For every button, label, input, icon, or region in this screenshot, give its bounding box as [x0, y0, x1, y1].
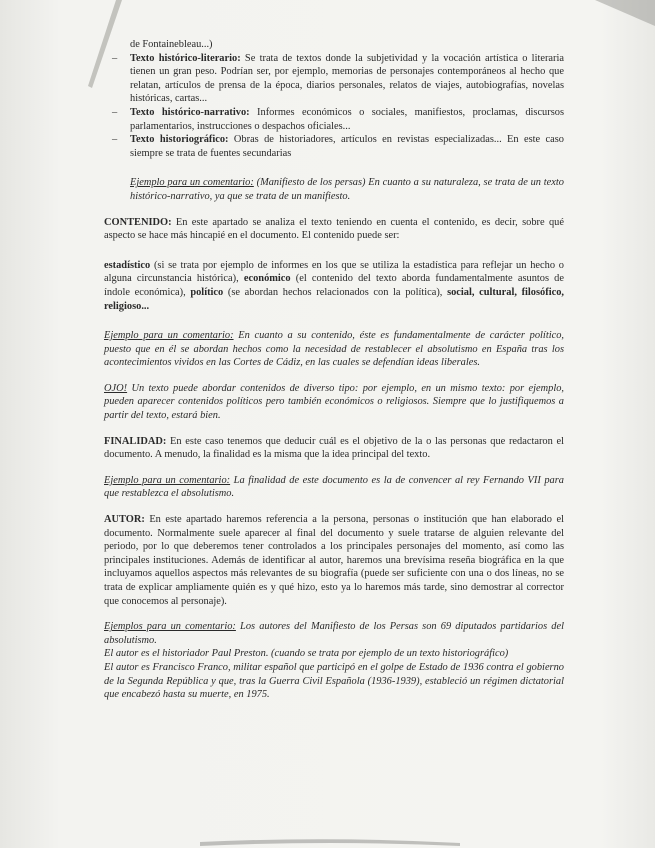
section-autor: [104, 513, 564, 608]
text-type-list: [104, 52, 564, 161]
example-paragraph: [104, 329, 564, 370]
example-line: El autor es Francisco Franco, militar español que participó en el golpe de Estado de 1936 contra el gobierno de la Segunda República y que, tras la Guerra Civil Española (1936-1939), estableció un régimen dictatorial que encabezó hasta su muerte, en 1975.: [104, 661, 564, 701]
list-term: Texto histórico-literario:: [130, 52, 241, 64]
example-label: Ejemplos para un comentario:: [104, 621, 236, 633]
note-paragraph: [104, 382, 564, 423]
example-text: (Manifiesto de los persas) En cuanto a su naturaleza, se trata de un texto histórico-narrativo, ya que se trata de un manifiesto.: [130, 177, 564, 202]
list-item: – Texto histórico-narrativo: Informes económicos o sociales, manifiestos, proclamas, discursos parlamentarios, instrucciones o despachos oficiales...: [112, 106, 564, 132]
example-text: La finalidad de este documento es la de convencer al rey Fernando VII para que restablezca el absolutismo.: [104, 474, 564, 500]
document-body: [104, 38, 564, 702]
section-text: En este apartado se analiza el texto teniendo en cuenta el contenido, es decir, sobre qué aspecto se hace más hincapié en el documento. El contenido puede ser:: [104, 216, 564, 242]
list-term: Texto historiográfico:: [130, 134, 229, 146]
list-item: – Texto histórico-literario: Se trata de textos donde la subjetividad y la vocación artística o literaria tienen un gran peso. Podrían ser, por ejemplo, memorias de personajes contemporáneos al hecho que relatan, artículos de prensa de la época, diarios personales, relatos de viajes, autobiografías, novelas históricas, cartas...: [112, 52, 564, 105]
example-paragraph: [104, 474, 564, 501]
example-label: Ejemplo para un comentario:: [104, 330, 234, 342]
section-heading: CONTENIDO:: [104, 216, 172, 228]
example-label: Ejemplo para un comentario:: [104, 474, 231, 486]
note-text: Un texto puede abordar contenidos de diverso tipo: por ejemplo, en un mismo texto: por ejemplo, pueden aparecer contenidos políticos pero también económicos o religiosos. Siempre que lo justifiquemos a partir del texto, estará bien.: [104, 382, 564, 422]
example-label: Ejemplo para un comentario:: [130, 177, 254, 189]
section-text: En este apartado haremos referencia a la persona, personas o institución que han elaborado el documento. Normalmente suele aparecer al final del documento y suele tratarse de alguien relevante del periodo, por lo que deberemos tener controlados a los principales personajes del momento, así como las principales instituciones. Además de identificar al autor, haremos una brevísima reseña biográfica en la que incluyamos aquellos aspectos más relevantes de su biografía (puede ser suficiente con una o dos líneas, no se trata de explicar ampliamente quién es y qué hizo, esto ya lo haremos más tarde, sino demostrar al corrector que conocemos al personaje).: [104, 514, 564, 607]
example-line: El autor es el historiador Paul Preston. (cuando se trata por ejemplo de un texto historiográfico): [104, 648, 509, 660]
example-text: Los autores del Manifiesto de los Persas son 69 diputados partidarios del absolutismo.: [104, 621, 565, 646]
list-term: Texto histórico-narrativo:: [130, 106, 250, 118]
section-contenido: [104, 216, 564, 243]
content-types-paragraph: estadístico (si se trata por ejemplo de informes en los que se utiliza la estadística para reflejar un hecho o alguna circunstancia histórica), económico (el contenido del texto aborda fundamentalmente asuntos de índole económica), político (se abordan hechos relacionados con la política), social, cultural, filosófico, religioso...: [104, 259, 564, 312]
example-block: [104, 620, 564, 702]
example-paragraph: [104, 176, 564, 203]
section-heading: AUTOR:: [104, 514, 145, 526]
list-text: Obras de historiadores, artículos en revistas especializadas... En este caso siempre se trata de fuentes secundarias: [130, 134, 564, 159]
continuation-line: de Fontainebleau...): [130, 39, 213, 50]
example-text: En cuanto a su contenido, éste es fundamentalmente de carácter político, puesto que en él se abordan hechos como la necesidad de restablecer el absolutismo en España tras los acontecimientos vividos en las Cortes de Cádiz, en las cuales se defendían ideas liberales.: [104, 330, 564, 369]
section-finalidad: [104, 435, 564, 462]
note-label: OJO!: [104, 382, 128, 394]
section-heading: FINALIDAD:: [104, 435, 167, 447]
list-text: Informes económicos o sociales, manifiestos, proclamas, discursos parlamentarios, instrucciones o despachos oficiales...: [130, 106, 564, 132]
section-text: En este caso tenemos que deducir cuál es el objetivo de la o las personas que redactaron el documento. A menudo, la finalidad es la misma que la idea principal del texto.: [104, 435, 564, 461]
example-paragraph: [104, 620, 564, 647]
list-text: Se trata de textos donde la subjetividad y la vocación artística o literaria tienen un gran peso. Podrían ser, por ejemplo, memorias de personajes contemporáneos al hecho que relatan, artículos de prensa de la época, diarios personales, relatos de viajes, autobiografías, novelas históricas, cartas...: [130, 52, 564, 105]
page-corner-shadow: [595, 0, 655, 30]
list-item: – Texto historiográfico: Obras de historiadores, artículos en revistas especializadas... En este caso siempre se trata de fuentes secundarias: [112, 134, 564, 159]
scan-edge-shadow: [0, 828, 655, 848]
